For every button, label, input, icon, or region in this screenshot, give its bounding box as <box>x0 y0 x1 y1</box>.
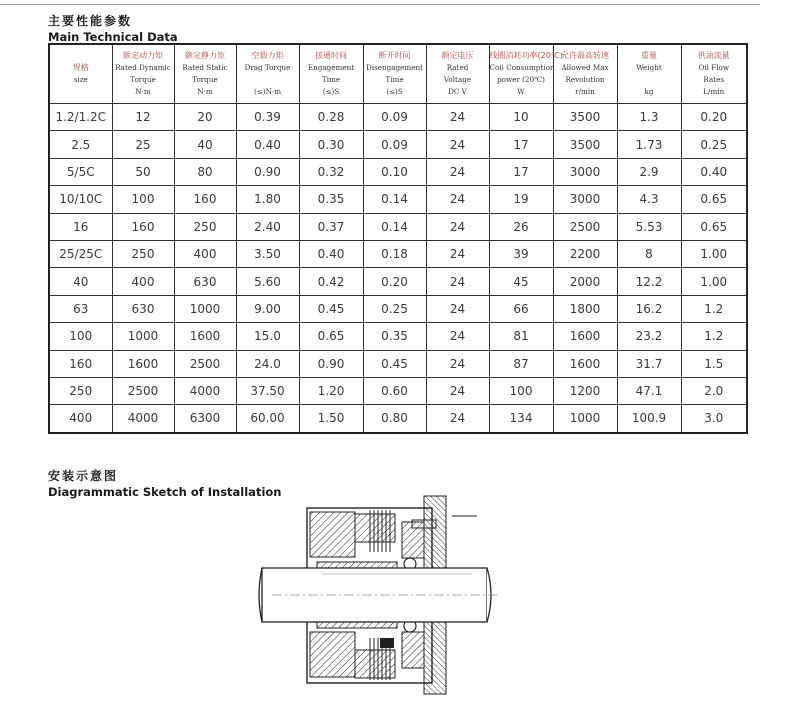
table-cell: 2200 <box>553 240 617 267</box>
table-cell: 12.2 <box>617 268 681 295</box>
column-header-en: Torque <box>130 75 156 84</box>
table-cell: 1000 <box>553 405 617 433</box>
column-header-en: (≤)S <box>386 87 403 96</box>
column-header-en: kg <box>644 87 654 96</box>
table-cell: 1000 <box>174 295 236 322</box>
table-cell: 0.45 <box>299 295 363 322</box>
table-cell: 2.9 <box>617 158 681 185</box>
table-cell: 1.50 <box>299 405 363 433</box>
column-header-cn: 断开时间 <box>378 51 411 60</box>
column-header-en: W <box>517 87 525 96</box>
table-cell: 81 <box>489 323 553 350</box>
column-header-en: Engagement <box>307 63 355 72</box>
column-header-en: Rated <box>446 63 469 72</box>
table-cell: 160 <box>174 186 236 213</box>
table-cell: 2500 <box>112 377 174 404</box>
table-cell: 0.30 <box>299 131 363 158</box>
technical-data-title-en: Main Technical Data <box>48 30 178 44</box>
column-header-en: N·m <box>135 87 151 96</box>
column-header-en: Torque <box>192 75 218 84</box>
table-cell: 3.50 <box>236 240 299 267</box>
table-cell: 1600 <box>174 323 236 350</box>
table-cell: 100 <box>49 323 112 350</box>
table-cell: 0.65 <box>299 323 363 350</box>
table-cell: 10/10C <box>49 186 112 213</box>
table-cell: 2.40 <box>236 213 299 240</box>
table-cell: 24 <box>426 377 489 404</box>
table-cell: 37.50 <box>236 377 299 404</box>
table-cell: 0.20 <box>363 268 426 295</box>
table-cell: 160 <box>112 213 174 240</box>
column-header-en: Rated Static <box>182 63 228 72</box>
table-cell: 0.39 <box>236 104 299 131</box>
column-header-cn: 额定电压 <box>441 51 474 60</box>
table-cell: 66 <box>489 295 553 322</box>
table-cell: 16 <box>49 213 112 240</box>
table-cell: 12 <box>112 104 174 131</box>
column-header-cn: 接通时间 <box>315 51 347 60</box>
table-cell: 0.65 <box>681 213 747 240</box>
table-cell: 39 <box>489 240 553 267</box>
table-row <box>49 405 747 433</box>
table-cell: 1.20 <box>299 377 363 404</box>
table-cell: 3.0 <box>681 405 747 433</box>
table-cell: 3500 <box>553 131 617 158</box>
column-header-en: power (20℃) <box>497 75 545 84</box>
table-cell: 4000 <box>174 377 236 404</box>
table-cell: 0.37 <box>299 213 363 240</box>
table-row <box>49 350 747 377</box>
column-header-en: Revolution <box>565 75 605 84</box>
table-row <box>49 186 747 213</box>
table-cell: 0.10 <box>363 158 426 185</box>
table-cell: 24 <box>426 240 489 267</box>
table-cell: 87 <box>489 350 553 377</box>
column-header-en: Rates <box>703 75 725 84</box>
table-cell: 1200 <box>553 377 617 404</box>
table-cell: 0.40 <box>236 131 299 158</box>
table-cell: 250 <box>112 240 174 267</box>
table-cell: 0.40 <box>681 158 747 185</box>
table-cell: 26 <box>489 213 553 240</box>
table-cell: 1800 <box>553 295 617 322</box>
column-header-en: DC V <box>448 87 467 96</box>
table-cell: 1.5 <box>681 350 747 377</box>
table-cell: 60.00 <box>236 405 299 433</box>
column-header <box>553 44 617 104</box>
column-header-cn: 线圈消耗功率(20℃) <box>489 51 563 60</box>
table-cell: 0.90 <box>299 350 363 377</box>
column-header-en <box>237 74 299 86</box>
table-cell: 31.7 <box>617 350 681 377</box>
column-header <box>112 44 174 104</box>
table-cell: 0.60 <box>363 377 426 404</box>
table-cell: 45 <box>489 268 553 295</box>
table-cell: 0.20 <box>681 104 747 131</box>
table-cell: 0.14 <box>363 213 426 240</box>
table-row <box>49 377 747 404</box>
table-cell: 400 <box>112 268 174 295</box>
table-cell: 2.5 <box>49 131 112 158</box>
table-cell: 1600 <box>553 350 617 377</box>
table-cell: 2.0 <box>681 377 747 404</box>
table-cell: 400 <box>49 405 112 433</box>
table-cell: 8 <box>617 240 681 267</box>
table-cell: 100.9 <box>617 405 681 433</box>
installation-sketch-title-en: Diagrammatic Sketch of Installation <box>48 485 282 499</box>
table-cell: 160 <box>49 350 112 377</box>
table-row <box>49 295 747 322</box>
table-cell: 17 <box>489 158 553 185</box>
table-body <box>49 104 747 433</box>
table-cell: 16.2 <box>617 295 681 322</box>
column-header-en: L/min <box>703 87 725 96</box>
table-cell: 3500 <box>553 104 617 131</box>
column-header-en: Time <box>321 75 341 84</box>
column-header-en: r/min <box>575 87 595 96</box>
table-cell: 400 <box>174 240 236 267</box>
table-cell: 1600 <box>112 350 174 377</box>
installation-sketch-drawing <box>262 492 502 698</box>
column-header-en: Drag Torque <box>244 63 291 72</box>
table-cell: 0.90 <box>236 158 299 185</box>
table-header-row <box>49 44 747 104</box>
table-cell: 10 <box>489 104 553 131</box>
column-header-en: Weight <box>636 63 662 72</box>
table-cell: 24 <box>426 405 489 433</box>
column-header-cn: 供油流量 <box>697 51 730 60</box>
table-cell: 24.0 <box>236 350 299 377</box>
table-cell: 0.42 <box>299 268 363 295</box>
technical-data-table <box>48 43 748 434</box>
column-header-en: Allowed Max <box>561 63 609 72</box>
technical-data-title <box>48 12 178 44</box>
table-cell: 0.45 <box>363 350 426 377</box>
table-cell: 1.3 <box>617 104 681 131</box>
top-rule <box>0 4 760 5</box>
table-cell: 0.09 <box>363 104 426 131</box>
column-header-cn: 规格 <box>72 63 89 72</box>
table-cell: 24 <box>426 295 489 322</box>
column-header-cn: 重量 <box>641 51 657 60</box>
column-header-en: Rated Dynamic <box>115 63 171 72</box>
table-cell: 1.00 <box>681 240 747 267</box>
table-cell: 5/5C <box>49 158 112 185</box>
column-header-en: Coil Consumption <box>489 63 555 72</box>
table-cell: 0.35 <box>363 323 426 350</box>
table-cell: 40 <box>49 268 112 295</box>
column-header <box>174 44 236 104</box>
table-cell: 0.40 <box>299 240 363 267</box>
column-header <box>236 44 299 104</box>
table-cell: 6300 <box>174 405 236 433</box>
table-cell: 24 <box>426 186 489 213</box>
table-row <box>49 268 747 295</box>
table-cell: 24 <box>426 268 489 295</box>
table-cell: 80 <box>174 158 236 185</box>
column-header-cn: 允许最高转速 <box>561 51 609 60</box>
column-header <box>489 44 563 104</box>
column-header <box>681 44 747 104</box>
table-cell: 3000 <box>553 186 617 213</box>
table-cell: 1.00 <box>681 268 747 295</box>
table-cell: 20 <box>174 104 236 131</box>
column-header-en: Voltage <box>443 75 472 84</box>
table-cell: 1.80 <box>236 186 299 213</box>
table-cell: 0.65 <box>681 186 747 213</box>
installation-sketch <box>262 492 502 698</box>
column-header-en: Time <box>385 75 404 84</box>
table-cell: 0.32 <box>299 158 363 185</box>
table-row <box>49 131 747 158</box>
table-cell: 17 <box>489 131 553 158</box>
column-header-en: size <box>73 75 88 84</box>
column-header-en: Oil Flow <box>698 63 730 72</box>
table-cell: 630 <box>174 268 236 295</box>
table-cell: 1.2 <box>681 295 747 322</box>
table-cell: 63 <box>49 295 112 322</box>
table-cell: 24 <box>426 323 489 350</box>
table-cell: 23.2 <box>617 323 681 350</box>
table-cell: 134 <box>489 405 553 433</box>
table-row <box>49 158 747 185</box>
table-cell: 47.1 <box>617 377 681 404</box>
table-cell: 0.80 <box>363 405 426 433</box>
table-cell: 250 <box>49 377 112 404</box>
table-cell: 100 <box>489 377 553 404</box>
table-row <box>49 323 747 350</box>
table-cell: 24 <box>426 213 489 240</box>
table-cell: 24 <box>426 131 489 158</box>
column-header-en: Disengagement <box>366 63 423 72</box>
table-cell: 5.53 <box>617 213 681 240</box>
table-cell: 250 <box>174 213 236 240</box>
column-header <box>299 44 363 104</box>
column-header <box>426 44 489 104</box>
table-cell: 2500 <box>174 350 236 377</box>
table-cell: 0.28 <box>299 104 363 131</box>
table-cell: 25/25C <box>49 240 112 267</box>
table-cell: 19 <box>489 186 553 213</box>
column-header-cn: 空载力矩 <box>251 51 284 60</box>
table-cell: 9.00 <box>236 295 299 322</box>
column-header-en <box>618 74 681 86</box>
column-header <box>363 44 426 104</box>
table-cell: 1600 <box>553 323 617 350</box>
table-cell: 24 <box>426 350 489 377</box>
column-header <box>617 44 681 104</box>
column-header-en: (≤)S <box>322 87 340 96</box>
column-header-cn: 额定静力矩 <box>185 51 225 60</box>
table-cell: 40 <box>174 131 236 158</box>
table-cell: 1.2/1.2C <box>49 104 112 131</box>
table-cell: 2500 <box>553 213 617 240</box>
table-cell: 4.3 <box>617 186 681 213</box>
table-cell: 25 <box>112 131 174 158</box>
table-cell: 0.09 <box>363 131 426 158</box>
table-cell: 2000 <box>553 268 617 295</box>
table-row <box>49 104 747 131</box>
table-cell: 1.73 <box>617 131 681 158</box>
table-cell: 0.25 <box>363 295 426 322</box>
column-header-cn: 额定动力矩 <box>123 51 163 60</box>
column-header-en: (≤)N·m <box>253 87 282 96</box>
column-header-en: N·m <box>197 87 213 96</box>
table-cell: 1000 <box>112 323 174 350</box>
table-row <box>49 213 747 240</box>
table-cell: 4000 <box>112 405 174 433</box>
table-row <box>49 240 747 267</box>
table-cell: 100 <box>112 186 174 213</box>
installation-sketch-title-cn: 安装示意图 <box>48 469 119 483</box>
table-cell: 630 <box>112 295 174 322</box>
table-cell: 1.2 <box>681 323 747 350</box>
table-cell: 24 <box>426 104 489 131</box>
column-header <box>49 44 112 104</box>
table-cell: 0.35 <box>299 186 363 213</box>
installation-sketch-title <box>48 467 281 499</box>
table-cell: 50 <box>112 158 174 185</box>
table-cell: 5.60 <box>236 268 299 295</box>
table-cell: 15.0 <box>236 323 299 350</box>
table-cell: 0.18 <box>363 240 426 267</box>
table-cell: 0.25 <box>681 131 747 158</box>
technical-data-title-cn: 主要性能参数 <box>48 14 133 28</box>
table-cell: 3000 <box>553 158 617 185</box>
table-cell: 0.14 <box>363 186 426 213</box>
table-cell: 24 <box>426 158 489 185</box>
